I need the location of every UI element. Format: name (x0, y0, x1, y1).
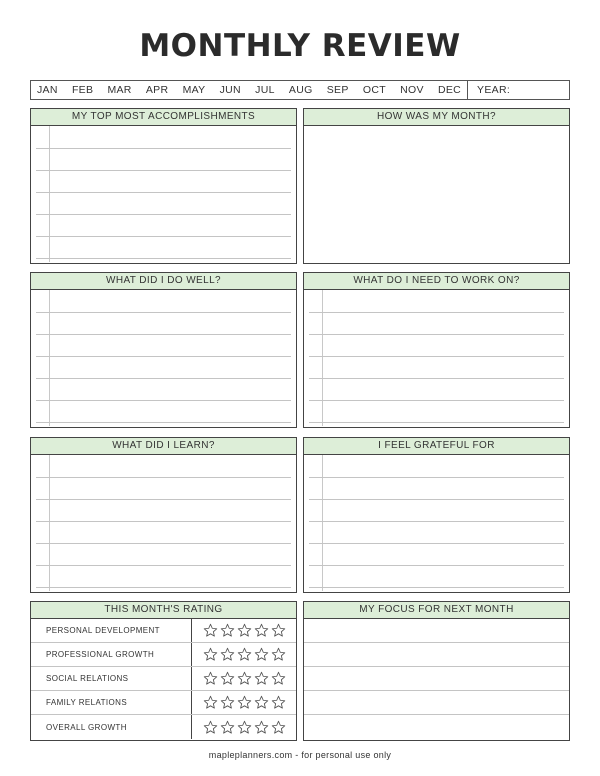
focus-line[interactable] (304, 715, 569, 739)
rating-label: PROFESSIONAL GROWTH (31, 643, 192, 666)
month-sep[interactable]: SEP (326, 84, 349, 96)
ruled-line (309, 587, 564, 588)
ruled-line (36, 400, 291, 401)
ruled-line (36, 148, 291, 149)
star-rating (192, 715, 286, 739)
month-jan[interactable]: JAN (37, 84, 58, 96)
ruled-line (36, 477, 291, 478)
star-rating (192, 691, 286, 714)
rating-row (31, 667, 296, 691)
accomplishments-box (30, 108, 297, 264)
ruled-line (309, 334, 564, 335)
accomplishments-header: MY TOP MOST ACCOMPLISHMENTS (31, 109, 296, 126)
margin-line (49, 126, 50, 262)
ruled-line (309, 477, 564, 478)
star-icon[interactable] (254, 720, 269, 735)
month-nov[interactable]: NOV (400, 84, 424, 96)
month-list (31, 81, 467, 99)
star-icon[interactable] (220, 720, 235, 735)
rating-label: PERSONAL DEVELOPMENT (31, 619, 192, 642)
ruled-line (309, 378, 564, 379)
how-was-month-header: HOW WAS MY MONTH? (304, 109, 569, 126)
month-aug[interactable]: AUG (288, 84, 313, 96)
margin-line (322, 290, 323, 426)
margin-line (49, 455, 50, 591)
grateful-box (303, 437, 570, 593)
year-field[interactable]: YEAR: (467, 81, 569, 99)
focus-line[interactable] (304, 643, 569, 667)
star-icon[interactable] (237, 695, 252, 710)
rating-row (31, 619, 296, 643)
work-on-lines[interactable] (304, 290, 569, 426)
ruled-line (36, 499, 291, 500)
star-icon[interactable] (203, 647, 218, 662)
ruled-line (309, 312, 564, 313)
learn-lines[interactable] (31, 455, 296, 591)
ruled-line (36, 422, 291, 423)
rating-row (31, 715, 296, 739)
focus-box (303, 601, 570, 741)
ruled-line (309, 521, 564, 522)
rating-row (31, 643, 296, 667)
focus-lines (304, 619, 569, 739)
grateful-lines[interactable] (304, 455, 569, 591)
month-selector-bar (30, 80, 570, 100)
rating-row (31, 691, 296, 715)
footer-credit: mapleplanners.com - for personal use only (208, 750, 392, 760)
star-icon[interactable] (220, 623, 235, 638)
star-icon[interactable] (254, 623, 269, 638)
rating-label: FAMILY RELATIONS (31, 691, 192, 714)
month-oct[interactable]: OCT (362, 84, 386, 96)
star-icon[interactable] (237, 623, 252, 638)
rating-list (31, 619, 296, 739)
star-icon[interactable] (203, 695, 218, 710)
ruled-line (36, 587, 291, 588)
focus-header: MY FOCUS FOR NEXT MONTH (304, 602, 569, 619)
month-jul[interactable]: JUL (255, 84, 275, 96)
page-title: MONTHLY REVIEW (139, 28, 461, 64)
ruled-line (309, 543, 564, 544)
ruled-line (309, 400, 564, 401)
work-on-header: WHAT DO I NEED TO WORK ON? (304, 273, 569, 290)
ruled-line (36, 192, 291, 193)
ruled-line (309, 565, 564, 566)
do-well-header: WHAT DID I DO WELL? (31, 273, 296, 290)
star-icon[interactable] (254, 671, 269, 686)
margin-line (49, 290, 50, 426)
star-icon[interactable] (271, 623, 286, 638)
do-well-box (30, 272, 297, 428)
ruled-line (36, 565, 291, 566)
how-was-month-box (303, 108, 570, 264)
focus-line[interactable] (304, 667, 569, 691)
learn-box (30, 437, 297, 593)
ruled-line (36, 214, 291, 215)
work-on-box (303, 272, 570, 428)
ruled-line (36, 258, 291, 259)
ruled-line (309, 499, 564, 500)
star-icon[interactable] (271, 720, 286, 735)
month-may[interactable]: MAY (182, 84, 206, 96)
ruled-line (36, 378, 291, 379)
star-icon[interactable] (237, 720, 252, 735)
star-icon[interactable] (254, 647, 269, 662)
month-apr[interactable]: APR (145, 84, 169, 96)
focus-line[interactable] (304, 619, 569, 643)
star-icon[interactable] (203, 623, 218, 638)
star-icon[interactable] (271, 695, 286, 710)
month-dec[interactable]: DEC (437, 84, 462, 96)
ruled-line (36, 356, 291, 357)
month-mar[interactable]: MAR (107, 84, 132, 96)
ruled-line (36, 170, 291, 171)
ruled-line (36, 543, 291, 544)
rating-box (30, 601, 297, 741)
star-icon[interactable] (203, 671, 218, 686)
margin-line (322, 455, 323, 591)
star-icon[interactable] (203, 720, 218, 735)
rating-header: THIS MONTH'S RATING (31, 602, 296, 619)
ruled-line (36, 521, 291, 522)
star-icon[interactable] (237, 647, 252, 662)
star-rating (192, 667, 286, 690)
ruled-line (36, 312, 291, 313)
ruled-line (309, 422, 564, 423)
ruled-line (36, 334, 291, 335)
star-icon[interactable] (237, 671, 252, 686)
star-rating (192, 619, 286, 642)
accomplishments-lines[interactable] (31, 126, 296, 262)
how-was-month-writing-area[interactable] (304, 126, 569, 262)
grateful-header: I FEEL GRATEFUL FOR (304, 438, 569, 455)
focus-line[interactable] (304, 691, 569, 715)
star-icon[interactable] (271, 647, 286, 662)
ruled-line (36, 236, 291, 237)
star-icon[interactable] (271, 671, 286, 686)
ruled-line (309, 356, 564, 357)
star-icon[interactable] (220, 671, 235, 686)
month-feb[interactable]: FEB (71, 84, 94, 96)
learn-header: WHAT DID I LEARN? (31, 438, 296, 455)
month-jun[interactable]: JUN (219, 84, 241, 96)
star-icon[interactable] (220, 695, 235, 710)
star-icon[interactable] (254, 695, 269, 710)
star-rating (192, 643, 286, 666)
rating-label: SOCIAL RELATIONS (31, 667, 192, 690)
star-icon[interactable] (220, 647, 235, 662)
do-well-lines[interactable] (31, 290, 296, 426)
rating-label: OVERALL GROWTH (31, 715, 192, 739)
